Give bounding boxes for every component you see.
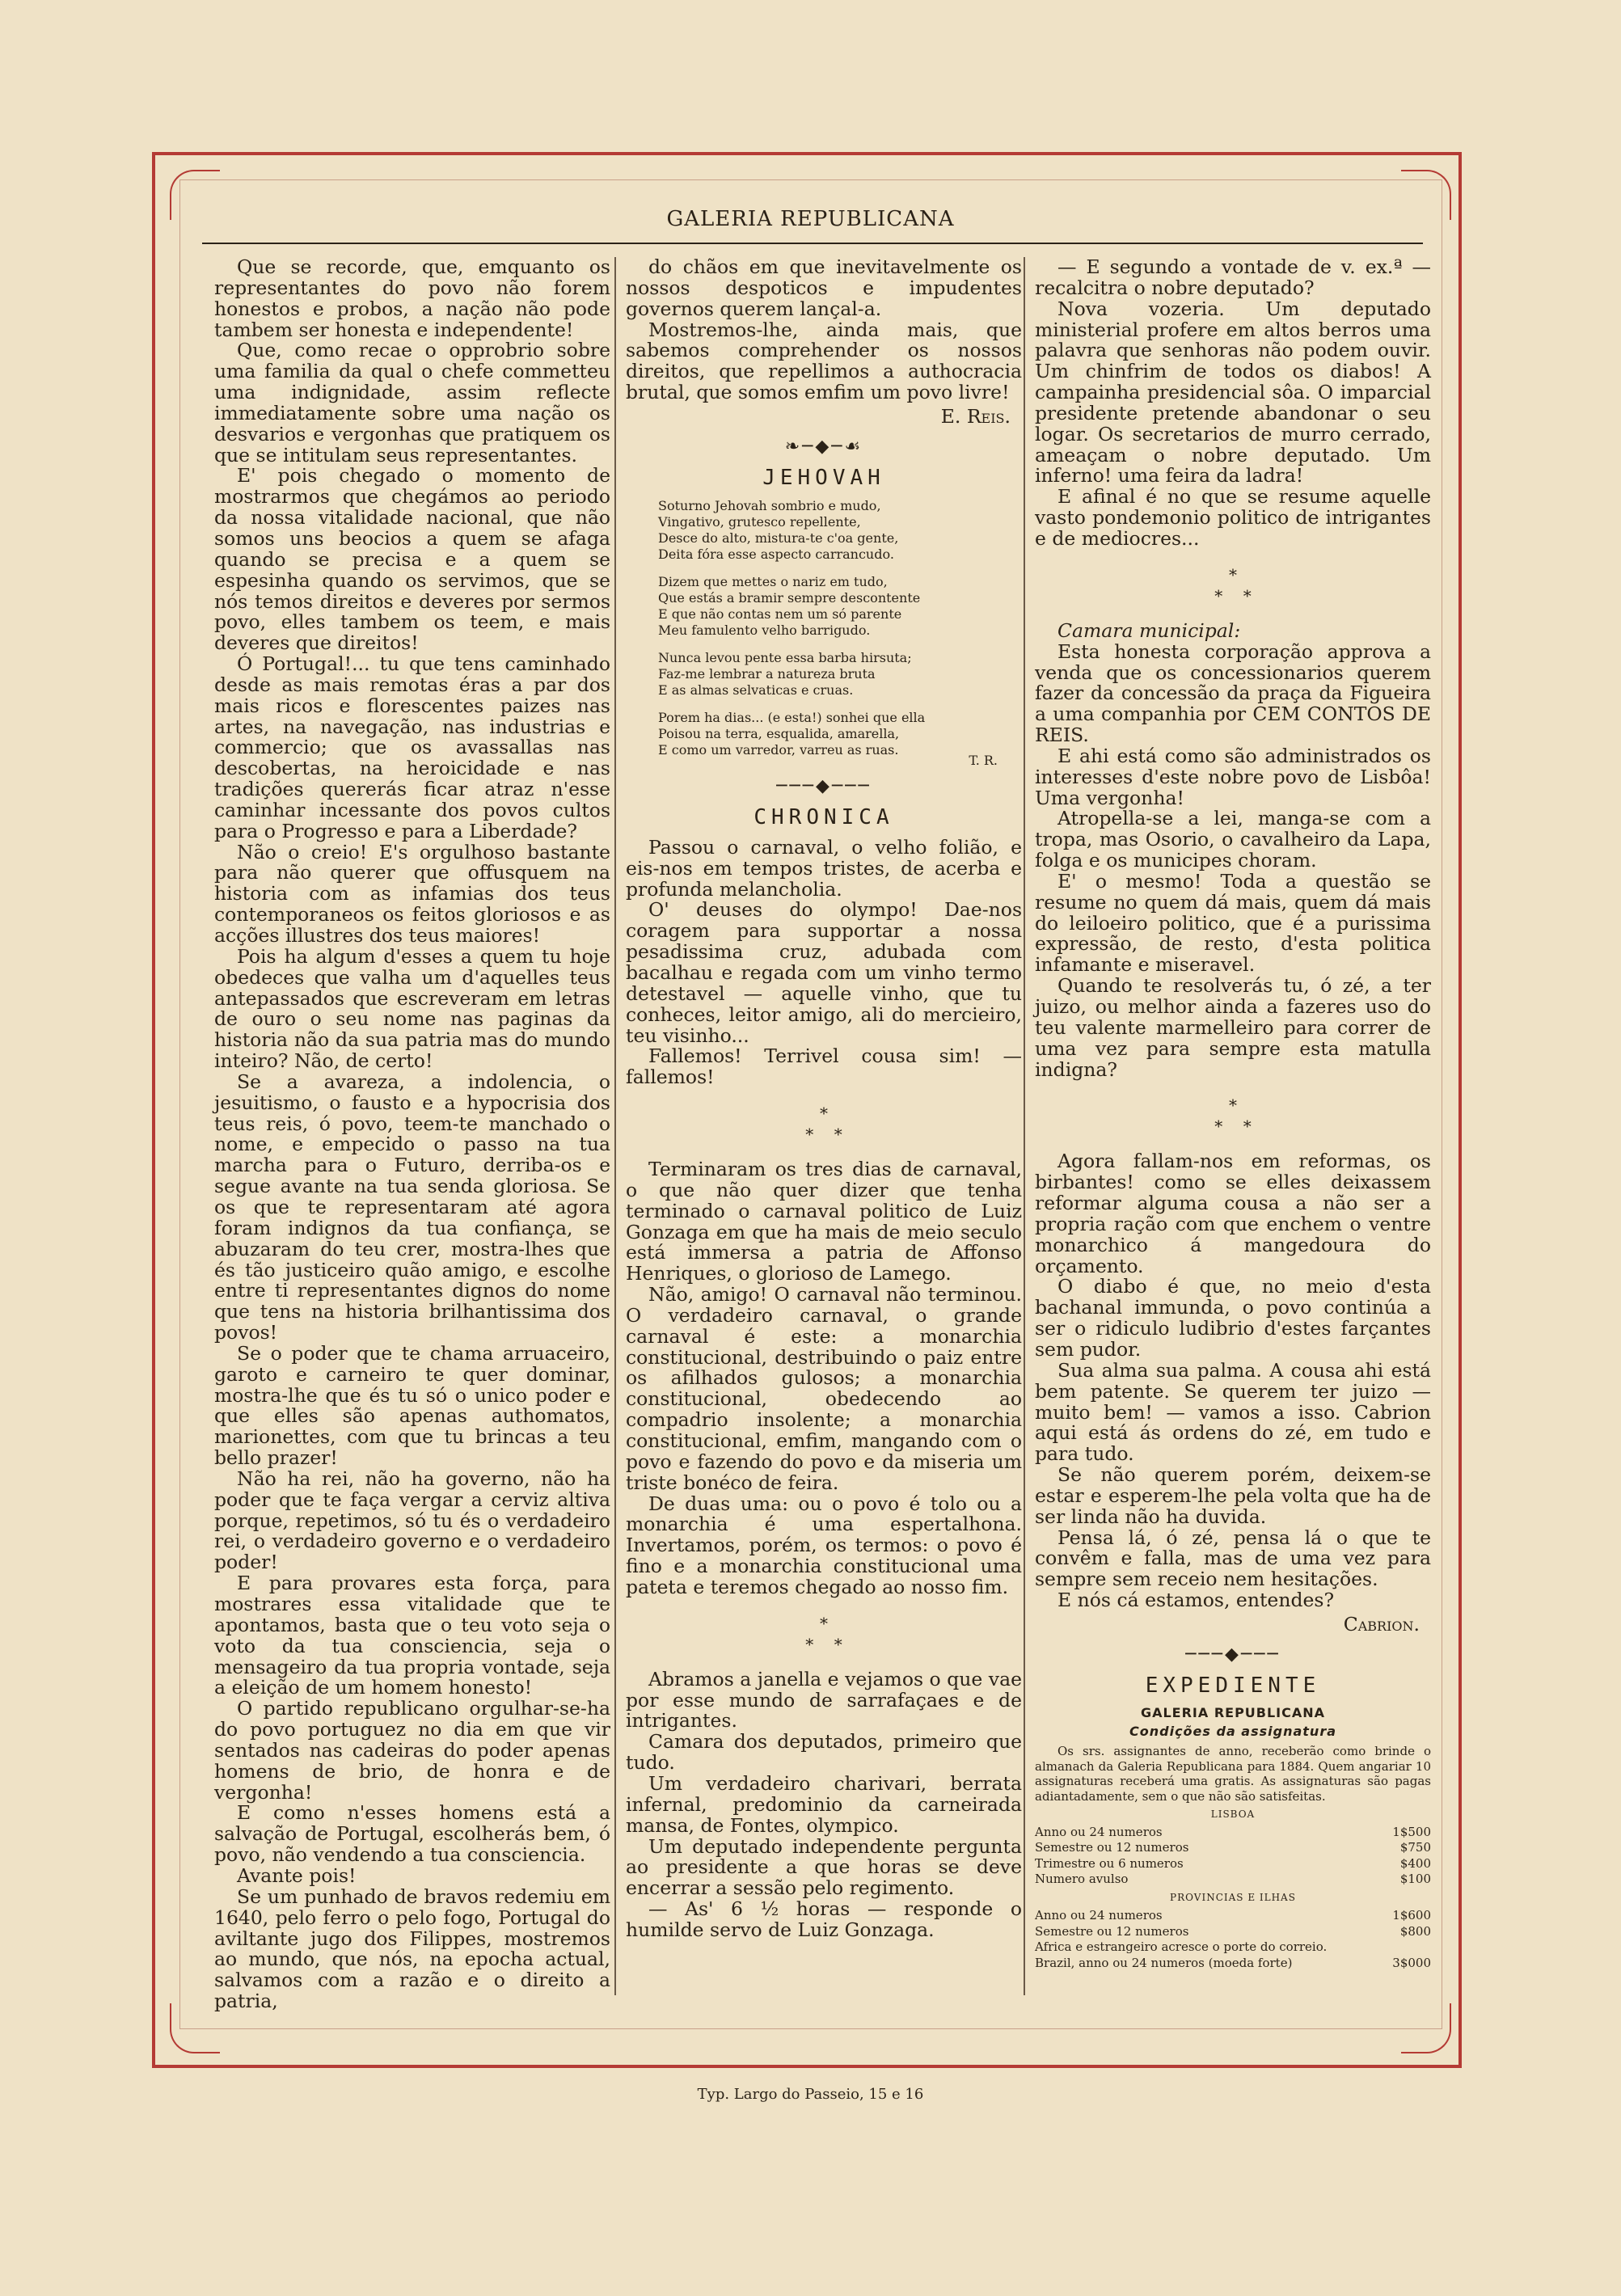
paragraph: Quando te resolverás tu, ó zé, a ter juizo, ou melhor ainda a fazeres uso do teu valente marmelleiro para correr de uma vez para sempre esta matulla indigna? — [1035, 974, 1431, 1081]
price-row — [1035, 1924, 1431, 1940]
author-signature: E. Reis. — [940, 404, 1011, 428]
poem — [658, 498, 1022, 758]
price-row — [1035, 1856, 1431, 1872]
price-row — [1035, 1908, 1431, 1924]
poem-line: Nunca levou pente essa barba hirsuta; — [658, 649, 912, 665]
price-value: 1$500 — [1392, 1824, 1431, 1839]
poem-stanza — [658, 650, 1022, 699]
section-heading: Camara municipal: — [1057, 618, 1241, 642]
price-label: Semestre ou 12 numeros — [1035, 1840, 1189, 1855]
paragraph: do chãos em que inevitavelmente os nossos despoticos e impudentes governos querem lançal-a. — [626, 255, 1022, 320]
price-value: $800 — [1399, 1923, 1431, 1939]
poem-line: Meu famulento velho barrigudo. — [658, 622, 871, 638]
price-value: 1$600 — [1392, 1908, 1431, 1923]
paragraph: Não o creio! E's orgulhoso bastante para não querer que offusquem na historia com as infamias dos teus contemporaneos os feitos gloriosos e as acções illustres dos teus maiores! — [214, 840, 610, 947]
price-table — [1035, 1908, 1431, 1971]
chronica-section — [626, 1159, 1022, 1598]
author-signature: Cabrion. — [1343, 1612, 1420, 1635]
paragraph: Agora fallam-nos em reformas, os birbantes! como se elles deixassem reformar alguma cousa a não ser a propria ração com que enchem o ventre monarchico á mangedoura do orçamento. — [1035, 1150, 1431, 1277]
paragraph: Que se recorde, que, emquanto os representantes do povo não forem honestos e probos, a nação não pode tambem ser honesta e independente! — [214, 255, 610, 341]
paragraph: E para provares esta força, para mostrares essa vitalidade que te apontamos, basta que o teu voto seja o voto da tua consciencia, seja o mensageiro da tua propria vontade, seja a eleição de um homem honesto! — [214, 1572, 610, 1699]
paragraph: Passou o carnaval, o velho folião, e eis-nos em tempos tristes, de acerba e profunda melancholia. — [626, 835, 1022, 901]
asterism: * * * — [805, 1613, 842, 1654]
price-label: Anno ou 24 numeros — [1035, 1824, 1163, 1839]
article-continuation — [626, 257, 1022, 403]
chronica-section — [626, 835, 1022, 1089]
ornament-separator: ❧─◆─☙ — [784, 436, 863, 457]
price-table — [1035, 1825, 1431, 1888]
price-label: Trimestre ou 6 numeros — [1035, 1855, 1184, 1871]
poem-stanza — [658, 710, 1022, 758]
paragraph: Atropella-se a lei, manga-se com a tropa, mas Osorio, o cavalheiro da Lapa, folga e os municipes choram. — [1035, 807, 1431, 872]
poem-line: Poisou na terra, esqualida, amarella, — [658, 725, 900, 741]
paragraph: E' o mesmo! Toda a questão se resume no quem dá mais, quem dá mais do leiloeiro politico, que é a purissima expressão, de resto, d'esta politica infamante e miseravel. — [1035, 869, 1431, 977]
paragraph: Abramos a janella e vejamos o que vae por esse mundo de sarrafaçaes e de intrigantes. — [626, 1667, 1022, 1733]
paragraph: Esta honesta corporação approva a venda que os concessionarios querem fazer da concessão da praça da Figueira a uma companhia por CEM CONTOS DE REIS. — [1035, 639, 1431, 747]
price-row — [1035, 1939, 1431, 1956]
price-value: $400 — [1399, 1855, 1431, 1871]
paragraph: Se o poder que te chama arruaceiro, garoto e carneiro te quer dominar, mostra-lhe que és tu só o unico poder e que elles são apenas authomatos, marionettes, com que tu brincas a teu bello prazer! — [214, 1341, 610, 1470]
price-row — [1035, 1872, 1431, 1888]
paragraph: Nova vozeria. Um deputado ministerial profere em altos berros uma palavra que senhoras não podem ouvir. Um chinfrim de todos os diabos! A campainha presidencial sôa. O imparcial presidente pretende abandonar o seu logar. Os secretarios de murro cerrado, ameaçam o nobre deputado. Um inferno! uma feira da ladra! — [1035, 297, 1431, 487]
paragraph: E afinal é no que se resume aquelle vasto pondemonio politico de intrigantes e de mediocres... — [1035, 485, 1431, 550]
expediente-text: Os srs. assignantes de anno, receberão como brinde o almanach da Galeria Republicana para 1884. Quem angariar 10 assignaturas receberá uma gratis. As assignaturas são pagas adiantadamente, sem o que não são satisfeitas. — [1035, 1743, 1431, 1804]
poem-line: Dizem que mettes o nariz em tudo, — [658, 573, 888, 589]
column-rule — [1024, 257, 1025, 1995]
paragraph: Terminaram os tres dias de carnaval, o que não quer dizer que tenha terminado o carnaval politico de Luiz Gonzaga em que ha mais de meio seculo está immersa a patria de Affonso Henriques, o glorioso de Lamego. — [626, 1158, 1022, 1285]
paragraph: Se não querem porém, deixem-se estar e esperem-lhe pela volta que ha de ser linda não ha duvida. — [1035, 1463, 1431, 1528]
poem-line: Soturno Jehovah sombrio e mudo, — [658, 497, 881, 513]
paragraph: O diabo é que, no meio d'esta bachanal immunda, o povo continúa a ser o ridiculo ludibrio d'estes farçantes sem pudor. — [1035, 1275, 1431, 1361]
price-label: Anno ou 24 numeros — [1035, 1908, 1163, 1923]
price-value: $100 — [1399, 1872, 1431, 1887]
corner-ornament — [170, 2003, 220, 2053]
paragraph: Avante pois! — [237, 1863, 357, 1887]
poem-stanza — [658, 498, 1022, 563]
ornament-separator: ───◆─── — [1185, 1644, 1281, 1665]
poem-line: Que estás a bramir sempre descontente — [658, 589, 921, 606]
paragraph: De duas uma: ou o povo é tolo ou a monarchia é uma espertalhona. Invertamos, porém, os termos: o povo é fino e a monarchia constitucional uma pateta e teremos chegado ao nosso fim. — [626, 1492, 1022, 1598]
expediente-title: EXPEDIENTE — [1145, 1673, 1321, 1698]
poem-title: JEHOVAH — [762, 465, 885, 490]
expediente-conditions: Condições da assignatura — [1129, 1724, 1336, 1740]
price-row — [1035, 1956, 1431, 1972]
chronica-title: CHRONICA — [754, 805, 894, 830]
header-rule — [202, 243, 1423, 244]
chronica-continuation — [1035, 257, 1431, 550]
price-value: 3$000 — [1392, 1955, 1431, 1970]
expediente-subtitle: GALERIA REPUBLICANA — [1140, 1704, 1326, 1720]
paragraph: E nós cá estamos, entendes? — [1057, 1589, 1335, 1612]
price-row — [1035, 1825, 1431, 1841]
asterism: * * * — [1214, 1095, 1252, 1137]
paragraph: Fallemos! Terrivel cousa sim! — fallemos! — [626, 1045, 1022, 1089]
paragraph: O partido republicano orgulhar-se-ha do povo portuguez no dia em que vir sentados nas cadeiras do poder apenas homens de brio, de honra e de vergonha! — [214, 1697, 610, 1804]
running-header: GALERIA REPUBLICANA — [666, 207, 955, 231]
price-label: Africa e estrangeiro acresce o porte do correio. — [1035, 1939, 1328, 1955]
chronica-section — [626, 1669, 1022, 1941]
region-label: LISBOA — [1210, 1808, 1256, 1820]
paragraph: Que, como recae o opprobrio sobre uma familia da qual o chefe commetteu uma indignidade, assim reflecte immediatamente sobre uma nação os desvarios e vergonhas que pratiquem os que se intitulam seus representantes. — [214, 339, 610, 466]
poem-line: E como um varredor, varreu as ruas. — [658, 741, 899, 758]
asterism: * * * — [805, 1104, 842, 1145]
column-3 — [1035, 257, 1431, 1971]
paragraph: Um deputado independente pergunta ao presidente a que horas se deve encerrar a sessão pelo regimento. — [626, 1834, 1022, 1900]
asterism: * * * — [1214, 564, 1252, 606]
poem-line: E as almas selvaticas e cruas. — [658, 682, 854, 698]
paragraph: Se um punhado de bravos redemiu em 1640, pelo ferro o pelo fogo, Portugal do aviltante jugo dos Filippes, mostremos ao mundo, que nós, na epocha actual, salvamos com a razão e o direito a patria, — [214, 1884, 610, 2013]
paragraph: E' pois chegado o momento de mostrarmos que chegámos ao periodo da nossa vitalidade nacional, que não somos uns beocios a quem se afaga quando se precisa e a quem se espesinha quando os servimos, que se nós temos direitos e deveres por sermos povo, elles tambem os teem, e mais deveres que direitos! — [214, 464, 610, 655]
paragraph: E como n'esses homens está a salvação de Portugal, escolherás bem, ó povo, não vendendo a tua consciencia. — [214, 1801, 610, 1867]
poem-line: Faz-me lembrar a natureza bruta — [658, 665, 876, 682]
paragraph: Não ha rei, não ha governo, não ha poder que te faça vergar a cerviz altiva porque, repetimos, só tu és o verdadeiro rei, o verdadeiro governo e o verdadeiro poder! — [214, 1467, 610, 1574]
paragraph: E ahi está como são administrados os interesses d'este nobre povo de Lisbôa! Uma vergonha! — [1035, 744, 1431, 809]
poem-line: Porem ha dias... (e esta!) sonhei que ella — [658, 709, 926, 725]
chronica-section — [1035, 639, 1431, 1081]
paragraph: Se a avareza, a indolencia, o jesuitismo, o fausto e a hypocrisia dos teus reis, ó povo, teem-te manchado o nome, e empecido o passo na tua marcha para o Futuro, derriba-os e segue avante na tua senda gloriosa. Se os que te representaram até agora foram indignos da tua confiança, se abuzaram do teu crer, mostra-lhes que és tão justiceiro quão amigo, e escolhe entre ti representantes dignos do nome que tens na historia brilhantissima dos povos! — [214, 1070, 610, 1344]
poem-stanza — [658, 574, 1022, 639]
column-rule — [614, 257, 616, 1995]
price-row — [1035, 1840, 1431, 1856]
paragraph: Não, amigo! O carnaval não terminou. O verdadeiro carnaval, o grande carnaval é este: a monarchia constitucional, destribuindo o paiz entre os afilhados gulosos; a monarchia constitucional, obedecendo ao compadrio insolente; a monarchia constitucional, emfim, mangando com o povo e fazendo do povo e da miseria um triste bonéco de feira. — [626, 1283, 1022, 1494]
price-label: Semestre ou 12 numeros — [1035, 1923, 1189, 1939]
poem-line: E que não contas nem um só parente — [658, 606, 902, 622]
poem-line: Deita fóra esse aspecto carrancudo. — [658, 546, 894, 562]
price-label: Brazil, anno ou 24 numeros (moeda forte) — [1035, 1955, 1293, 1970]
paragraph: — As' 6 ½ horas — responde o humilde servo de Luiz Gonzaga. — [626, 1897, 1022, 1941]
ornament-separator: ───◆─── — [776, 776, 872, 797]
column-2 — [626, 257, 1022, 1941]
paragraph: Camara dos deputados, primeiro que tudo. — [626, 1730, 1022, 1775]
chronica-section — [1035, 1151, 1431, 1611]
paragraph: Pensa lá, ó zé, pensa lá o que te convêm e falla, mas de uma vez para sempre sem receio nem hesitações. — [1035, 1526, 1431, 1591]
corner-ornament — [1401, 2003, 1451, 2053]
paragraph: Pois ha algum d'esses a quem tu hoje obedeces que valha um d'aquelles teus antepassados que escreveram em letras de ouro o seu nome nas paginas da historia não da sua patria mas do mundo inteiro? Não, de certo! — [214, 944, 610, 1073]
paragraph: — E segundo a vontade de v. ex.ª — recalcitra o nobre deputado? — [1035, 255, 1431, 299]
poem-line: Vingativo, grutesco repellente, — [658, 513, 861, 530]
price-label: Numero avulso — [1035, 1872, 1129, 1887]
paragraph: Um verdadeiro charivari, berrata infernal, predominio da carneirada mansa, de Fontes, olympico. — [626, 1771, 1022, 1837]
column-1 — [214, 257, 610, 2012]
paragraph: Sua alma sua palma. A cousa ahi está bem patente. Se querem ter juizo — muito bem! — vamos a isso. Cabrion aqui está ás ordens do zé, em tudo e para tudo. — [1035, 1358, 1431, 1466]
paragraph: Mostremos-lhe, ainda mais, que sabemos comprehender os nossos direitos, que repellimos a authocracia brutal, que somos emfim um povo livre! — [626, 318, 1022, 404]
region-label: PROVINCIAS E ILHAS — [1170, 1891, 1296, 1903]
printer-imprint: Typ. Largo do Passeio, 15 e 16 — [697, 2086, 924, 2103]
paragraph: Ó Portugal!... tu que tens caminhado desde as mais remotas éras a par dos mais ricos e florescentes paizes nas artes, na navegação, nas industrias e commercio; que os avassallas nas descobertas, na heroicidade e nas tradições quererás ficar atraz n'esse caminhar incessante dos povos cultos para o Progresso e para a Liberdade? — [214, 652, 610, 842]
poem-line: Desce do alto, mistura-te c'oa gente, — [658, 530, 899, 546]
price-value: $750 — [1399, 1840, 1431, 1855]
poem-signature: T. R. — [969, 752, 998, 768]
paragraph: O' deuses do olympo! Dae-nos coragem para supportar a nossa pesadissima cruz, adubada com bacalhau e regada com um vinho termo detestavel — aquelle vinho, que tu conheces, leitor amigo, ali do mercieiro, teu visinho... — [626, 898, 1022, 1047]
